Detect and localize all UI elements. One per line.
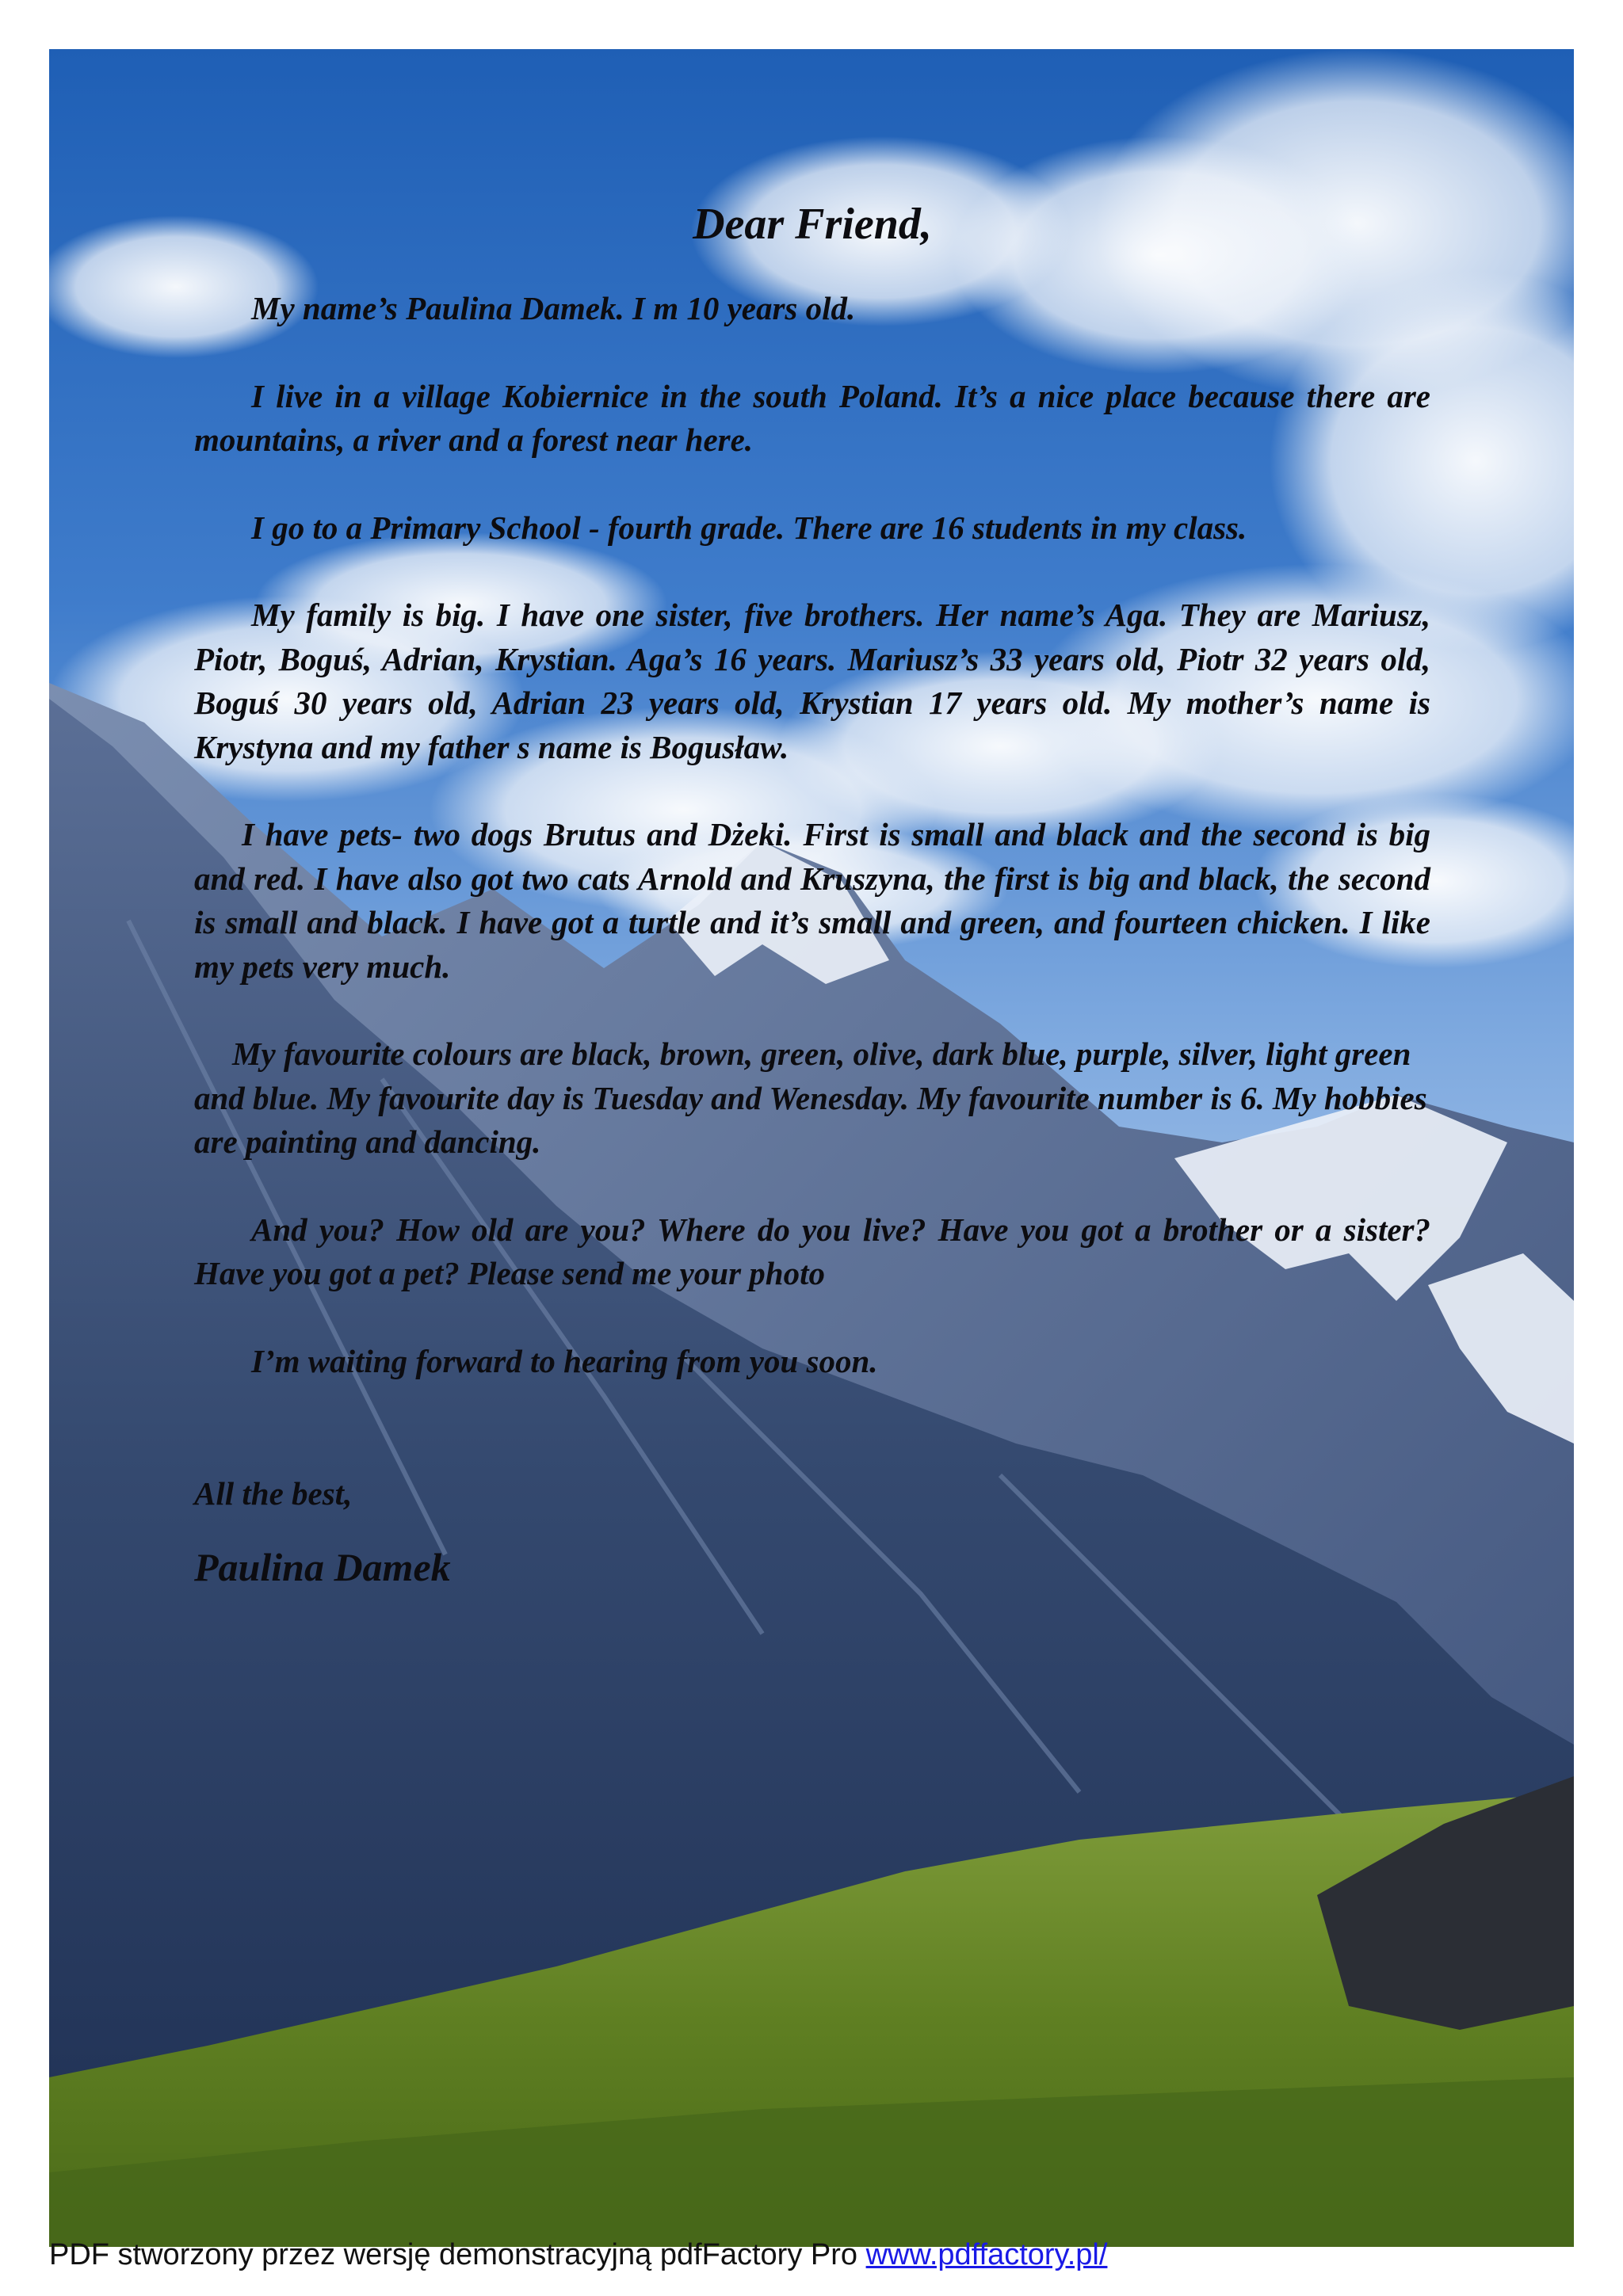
letter-paragraph-name: My name’s Paulina Damek. I m 10 years old.	[251, 290, 856, 326]
letter-body	[194, 198, 1430, 1591]
letter-paragraph-pets: I have pets- two dogs Brutus and Dżeki. First is small and black and the second is big and red. I have also got two cats Arnold and Kruszyna, the first is big and black, the second is small and black. I have got a turtle and it’s small and green, and fourteen chicken. I like my pets very much.	[194, 816, 1430, 985]
letter-paragraph-village: I live in a village Kobiernice in the south Poland. It’s a nice place because there are mountains, a river and a forest near here.	[194, 377, 1430, 458]
letter-signature: Paulina Damek	[194, 1544, 451, 1589]
letter-greeting: Dear Friend,	[693, 200, 932, 249]
pdf-footer	[49, 2236, 1107, 2274]
letter-paragraph-questions: And you? How old are you? Where do you live? Have you got a brother or a sister? Have you got a pet? Please send me your photo	[194, 1211, 1430, 1291]
letter-closing: All the best,	[194, 1475, 353, 1512]
letter-paragraph-family: My family is big. I have one sister, five brothers. Her name’s Aga. They are Mariusz, Piotr, Boguś, Adrian, Krystian. Aga’s 16 years. Mariusz’s 33 years old, Piotr 32 years old, Boguś 30 years old, Adrian 23 years old, Krystian 17 years old. My mother’s name is Krystyna and my father s name is Bogusław.	[194, 597, 1430, 765]
letter-paragraph-school: I go to a Primary School - fourth grade. There are 16 students in my class.	[251, 509, 1247, 546]
letter-paragraph-favourites: My favourite colours are black, brown, green, olive, dark blue, purple, silver, light green and blue. My favourite day is Tuesday and Wenesday. My favourite number is 6. My hobbies are painting and dancing.	[194, 1035, 1427, 1160]
pdf-footer-text: PDF stworzony przez wersję demonstracyjną pdfFactory Pro	[49, 2238, 866, 2271]
letter-paragraph-waiting: I’m waiting forward to hearing from you soon.	[251, 1342, 878, 1379]
pdffactory-link[interactable]: www.pdffactory.pl/	[865, 2238, 1108, 2271]
